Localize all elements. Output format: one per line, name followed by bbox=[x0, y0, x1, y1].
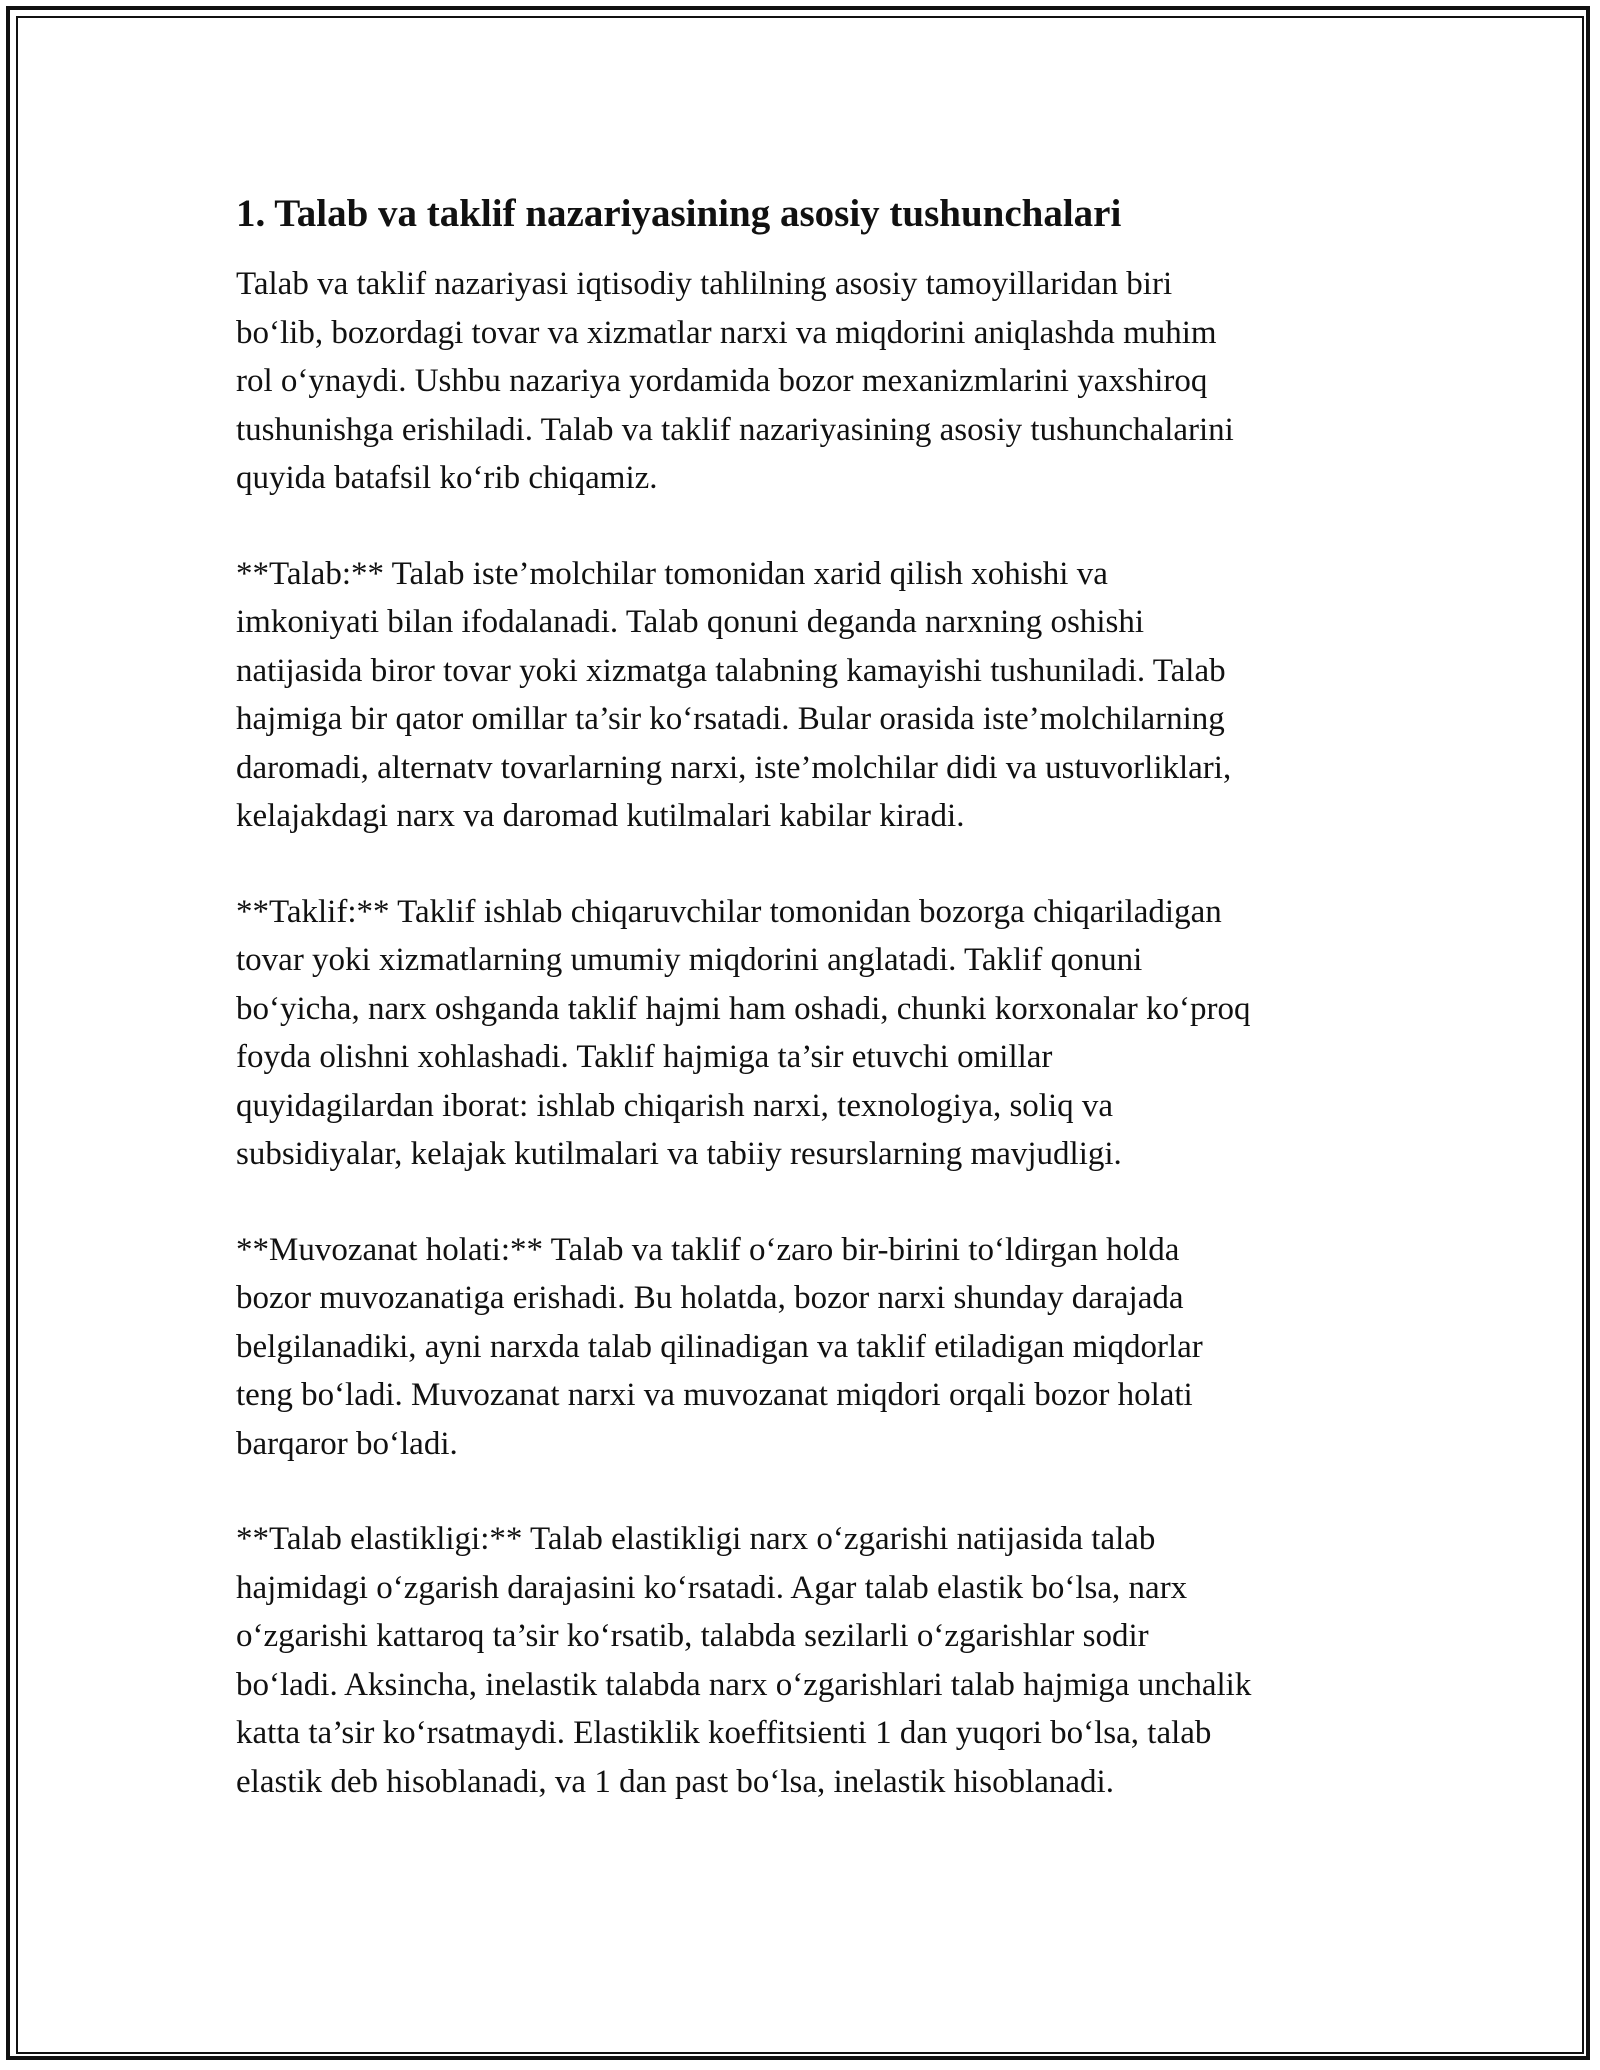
text-line: barqaror bo‘ladi. bbox=[236, 1425, 458, 1462]
text-line: **Muvozanat holati:** Talab va taklif o‘zaro bir-birini to‘ldirgan holda bbox=[236, 1231, 1180, 1268]
text-line: **Taklif:** Taklif ishlab chiqaruvchilar tomonidan bozorga chiqariladigan bbox=[236, 893, 1222, 930]
text-line: Talab va taklif nazariyasi iqtisodiy tahlilning asosiy tamoyillaridan biri bbox=[236, 266, 1173, 302]
text-line: bozor muvozanatiga erishadi. Bu holatda, bozor narxi shunday darajada bbox=[236, 1280, 1184, 1316]
text-line: **Talab:** Talab iste’molchilar tomonidan xarid qilish xohishi va bbox=[236, 555, 1108, 592]
text-line: hajmiga bir qator omillar ta’sir ko‘rsatadi. Bular orasida iste’molchilarning bbox=[236, 701, 1225, 737]
paragraph-muvozanat bbox=[236, 1226, 1376, 1469]
text-line: hajmidagi o‘zgarish darajasini ko‘rsatadi. Agar talab elastik bo‘lsa, narx bbox=[236, 1569, 1188, 1606]
text-line: bo‘yicha, narx oshganda taklif hajmi ham oshadi, chunki korxonalar ko‘proq bbox=[236, 990, 1251, 1027]
paragraph-intro bbox=[236, 260, 1376, 503]
paragraph-elastiklik bbox=[236, 1515, 1376, 1806]
text-line: natijasida biror tovar yoki xizmatga talabning kamayishi tushuniladi. Talab bbox=[236, 652, 1226, 689]
document-body bbox=[236, 188, 1376, 1853]
section-heading: 1. Talab va taklif nazariyasining asosiy tushunchalari bbox=[236, 192, 1122, 235]
text-line: tushunishga erishiladi. Talab va taklif nazariyasining asosiy tushunchalarini bbox=[236, 411, 1234, 448]
text-line: katta ta’sir ko‘rsatmaydi. Elastiklik koeffitsienti 1 dan yuqori bo‘lsa, talab bbox=[236, 1715, 1212, 1751]
text-line: rol o‘ynaydi. Ushbu nazariya yordamida bozor mexanizmlarini yaxshiroq bbox=[236, 363, 1208, 399]
text-line: belgilanadiki, ayni narxda talab qilinadigan va taklif etiladigan miqdorlar bbox=[236, 1328, 1203, 1365]
text-line: elastik deb hisoblanadi, va 1 dan past bo‘lsa, inelastik hisoblanadi. bbox=[236, 1763, 1114, 1800]
text-line: subsidiyalar, kelajak kutilmalari va tabiiy resurslarning mavjudligi. bbox=[236, 1136, 1122, 1172]
text-line: **Talab elastikligi:** Talab elastikligi narx o‘zgarishi natijasida talab bbox=[236, 1521, 1156, 1557]
text-line: bo‘ladi. Aksincha, inelastik talabda narx o‘zgarishlari talab hajmiga unchalik bbox=[236, 1666, 1252, 1703]
text-line: foyda olishni xohlashadi. Taklif hajmiga ta’sir etuvchi omillar bbox=[236, 1039, 1053, 1075]
text-line: tovar yoki xizmatlarning umumiy miqdorini anglatadi. Taklif qonuni bbox=[236, 942, 1143, 978]
text-line: teng bo‘ladi. Muvozanat narxi va muvozanat miqdori orqali bozor holati bbox=[236, 1377, 1193, 1413]
text-line: o‘zgarishi kattaroq ta’sir ko‘rsatib, talabda sezilarli o‘zgarishlar sodir bbox=[236, 1618, 1149, 1654]
text-line: quyida batafsil ko‘rib chiqamiz. bbox=[236, 460, 658, 496]
text-line: daromadi, alternatv tovarlarning narxi, iste’molchilar didi va ustuvorliklari, bbox=[236, 749, 1232, 786]
text-line: quyidagilardan iborat: ishlab chiqarish narxi, texnologiya, soliq va bbox=[236, 1087, 1114, 1124]
text-line: imkoniyati bilan ifodalanadi. Talab qonuni deganda narxning oshishi bbox=[236, 604, 1145, 640]
paragraph-talab bbox=[236, 550, 1376, 841]
text-line: kelajakdagi narx va daromad kutilmalari kabilar kiradi. bbox=[236, 798, 965, 834]
paragraph-taklif bbox=[236, 888, 1376, 1179]
text-line: bo‘lib, bozordagi tovar va xizmatlar narxi va miqdorini aniqlashda muhim bbox=[236, 314, 1217, 351]
